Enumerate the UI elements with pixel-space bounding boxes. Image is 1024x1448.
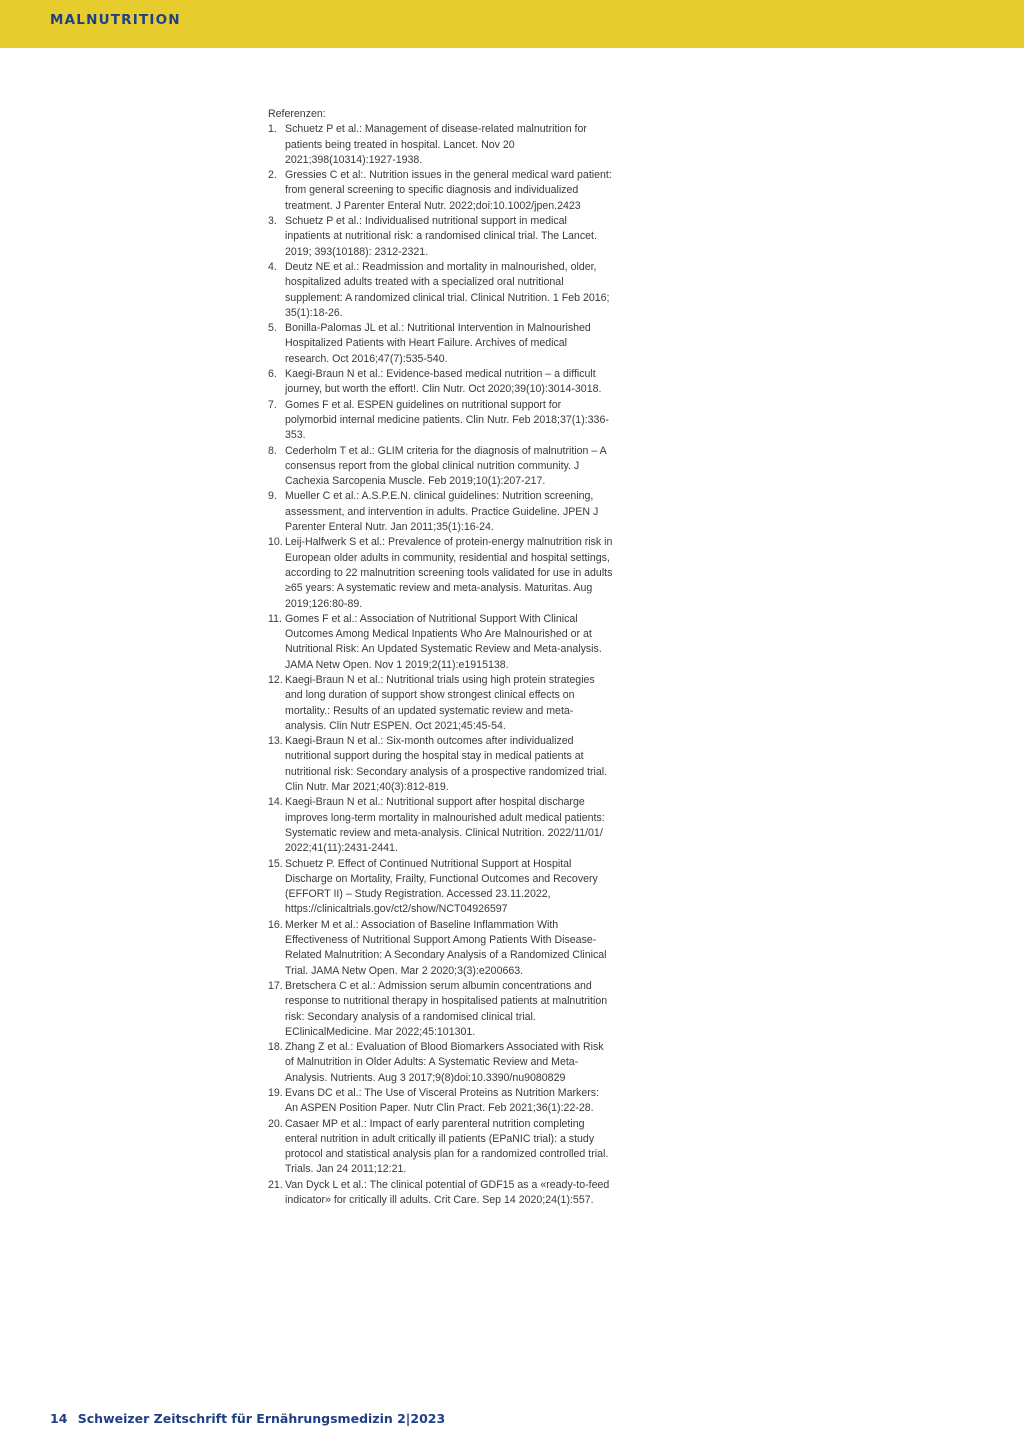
reference-number: 11. [268,612,282,625]
page-number: 14 [50,1411,68,1426]
reference-number: 4. [268,260,277,273]
reference-text: Mueller C et al.: A.S.P.E.N. clinical guidelines: Nutrition screening, assessment, and intervention in adults. Practice Guideline. JPEN J Parenter Enteral Nutr. Jan 2011;35(1):16-24. [285,490,599,534]
reference-text: Bretschera C et al.: Admission serum albumin concentrations and response to nutritional therapy in hospitalised patients at malnutrition risk: Secondary analysis of a randomised clinical trial. EClinicalMedicine. Mar 2022;45:101301. [285,979,608,1038]
reference-text: Gressies C et al:. Nutrition issues in the general medical ward patient: from general screening to specific diagnosis and individualized treatment. J Parenter Enteral Nutr. 2022;doi:10.1002/jpen.2423 [285,169,612,212]
reference-item [268,489,613,535]
reference-number: 16. [268,918,283,931]
reference-number: 1. [268,123,277,136]
reference-text: Leij-Halfwerk S et al.: Prevalence of protein-energy malnutrition risk in European older adults in community, residential and hospital settings, according to 22 malnutrition screening tools validated for use in adults ≥65 years: A systematic review and meta-analysis. Maturitas. Aug 2019;126:80-89. [285,536,613,610]
reference-text: Evans DC et al.: The Use of Visceral Proteins as Nutrition Markers: An ASPEN Position Paper. Nutr Clin Pract. Feb 2021;36(1):22-28. [285,1087,600,1115]
reference-item [268,1086,613,1117]
reference-text: Schuetz P et al.: Individualised nutritional support in medical inpatients at nutritional risk: a randomised clinical trial. The Lancet. 2019; 393(10188): 2312-2321. [285,215,597,258]
reference-item [268,1040,613,1086]
reference-text: Cederholm T et al.: GLIM criteria for the diagnosis of malnutrition – A consensus report from the global clinical nutrition community. J Cachexia Sarcopenia Muscle. Feb 2019;10(1):207-217. [285,444,607,488]
reference-number: 17. [268,979,283,992]
reference-text: Kaegi-Braun N et al.: Nutritional trials using high protein strategies and long duration of support show strongest clinical effects on mortality.: Results of an updated systematic review and meta-analysis. Clin Nutr ESPEN. Oct 2021;45:45-54. [285,673,595,732]
reference-item [268,321,613,367]
reference-number: 5. [268,322,277,335]
reference-text: Bonilla-Palomas JL et al.: Nutritional Intervention in Malnourished Hospitalized Patients with Heart Failure. Archives of medical research. Oct 2016;47(7):535-540. [285,322,591,365]
reference-item [268,398,613,444]
reference-item [268,168,613,214]
reference-item [268,444,613,490]
reference-item [268,535,613,611]
reference-text: Kaegi-Braun N et al.: Nutritional support after hospital discharge improves long-term mortality in malnourished adult medical patients: Systematic review and meta-analysis. Clinical Nutrition. 2022/11/01/ 2022;41(11):2431-2441. [285,796,605,855]
reference-item [268,612,613,673]
references-list [268,122,613,1208]
reference-item [268,673,613,734]
reference-item [268,367,613,398]
page-footer [50,1411,445,1426]
references-section [268,107,613,1208]
reference-number: 15. [268,857,283,870]
reference-item [268,260,613,321]
reference-text: Van Dyck L et al.: The clinical potential of GDF15 as a «ready-to-feed indicator» for critically ill adults. Crit Care. Sep 14 2020;24(1):557. [285,1178,610,1207]
reference-text: Kaegi-Braun N et al.: Evidence-based medical nutrition – a difficult journey, but worth the effort!. Clin Nutr. Oct 2020;39(10):3014-3018. [285,368,602,396]
reference-item [268,857,613,918]
reference-number: 20. [268,1117,283,1130]
reference-text: Schuetz P et al.: Management of disease-related malnutrition for patients being treated in hospital. Lancet. Nov 20 2021;398(10314):1927-1938. [285,123,587,166]
reference-item [268,795,613,856]
reference-item [268,122,613,168]
reference-item [268,918,613,979]
header-band [0,0,1024,48]
reference-number: 2. [268,169,277,182]
reference-item [268,1117,613,1178]
reference-number: 14. [268,796,283,809]
section-label: MALNUTRITION [50,12,181,28]
reference-number: 9. [268,490,277,503]
reference-number: 8. [268,444,277,457]
reference-text: Gomes F et al.: Association of Nutritional Support With Clinical Outcomes Among Medical Inpatients Who Are Malnourished or at Nutritional Risk: An Updated Systematic Review and Meta-analysis. JAMA Netw Open. Nov 1 2019;2(11):e1915138. [285,612,602,671]
reference-number: 13. [268,735,283,748]
reference-number: 10. [268,536,283,549]
reference-number: 18. [268,1041,283,1054]
reference-number: 12. [268,673,283,686]
reference-item [268,1178,613,1209]
reference-text: Merker M et al.: Association of Baseline Inflammation With Effectiveness of Nutritional Support Among Patients With Disease-Related Malnutrition: A Secondary Analysis of a Randomized Clinical Trial. JAMA Netw Open. Mar 2 2020;3(3):e200663. [285,918,607,977]
journal-title: Schweizer Zeitschrift für Ernährungsmedizin 2|2023 [77,1411,446,1426]
references-heading: Referenzen: [268,108,326,120]
reference-number: 19. [268,1087,283,1099]
reference-number: 6. [268,368,277,381]
reference-text: Kaegi-Braun N et al.: Six-month outcomes after individualized nutritional support during the hospital stay in medical patients at nutritional risk: Secondary analysis of a prospective randomized trial. Clin Nutr. Mar 2021;40(3):812-819. [285,735,608,794]
reference-item [268,734,613,795]
reference-number: 7. [268,398,277,411]
reference-item [268,979,613,1040]
reference-text: Zhang Z et al.: Evaluation of Blood Biomarkers Associated with Risk of Malnutrition in Older Adults: A Systematic Review and Meta-Analysis. Nutrients. Aug 3 2017;9(8)doi:10.3390/nu9080829 [285,1041,604,1084]
reference-text: Gomes F et al. ESPEN guidelines on nutritional support for polymorbid internal medicine patients. Clin Nutr. Feb 2018;37(1):336-353. [285,398,609,442]
reference-number: 21. [268,1178,283,1191]
reference-text: Casaer MP et al.: Impact of early parenteral nutrition completing enteral nutrition in adult critically ill patients (EPaNIC trial): a study protocol and statistical analysis plan for a randomized controlled trial. Trials. Jan 24 2011;12:21. [285,1117,609,1176]
reference-text: Schuetz P. Effect of Continued Nutritional Support at Hospital Discharge on Mortality, Frailty, Functional Outcomes and Recovery (EFFORT II) – Study Registration. Accessed 23.11.2022, https://clinicaltrials.gov/ct2/show/NCT04926597 [285,857,598,916]
reference-item [268,214,613,260]
reference-text: Deutz NE et al.: Readmission and mortality in malnourished, older, hospitalized adults treated with a specialized oral nutritional supplement: A randomized clinical trial. Clinical Nutrition. 1 Feb 2016; 35(1):18-26. [285,260,610,319]
reference-number: 3. [268,215,277,228]
